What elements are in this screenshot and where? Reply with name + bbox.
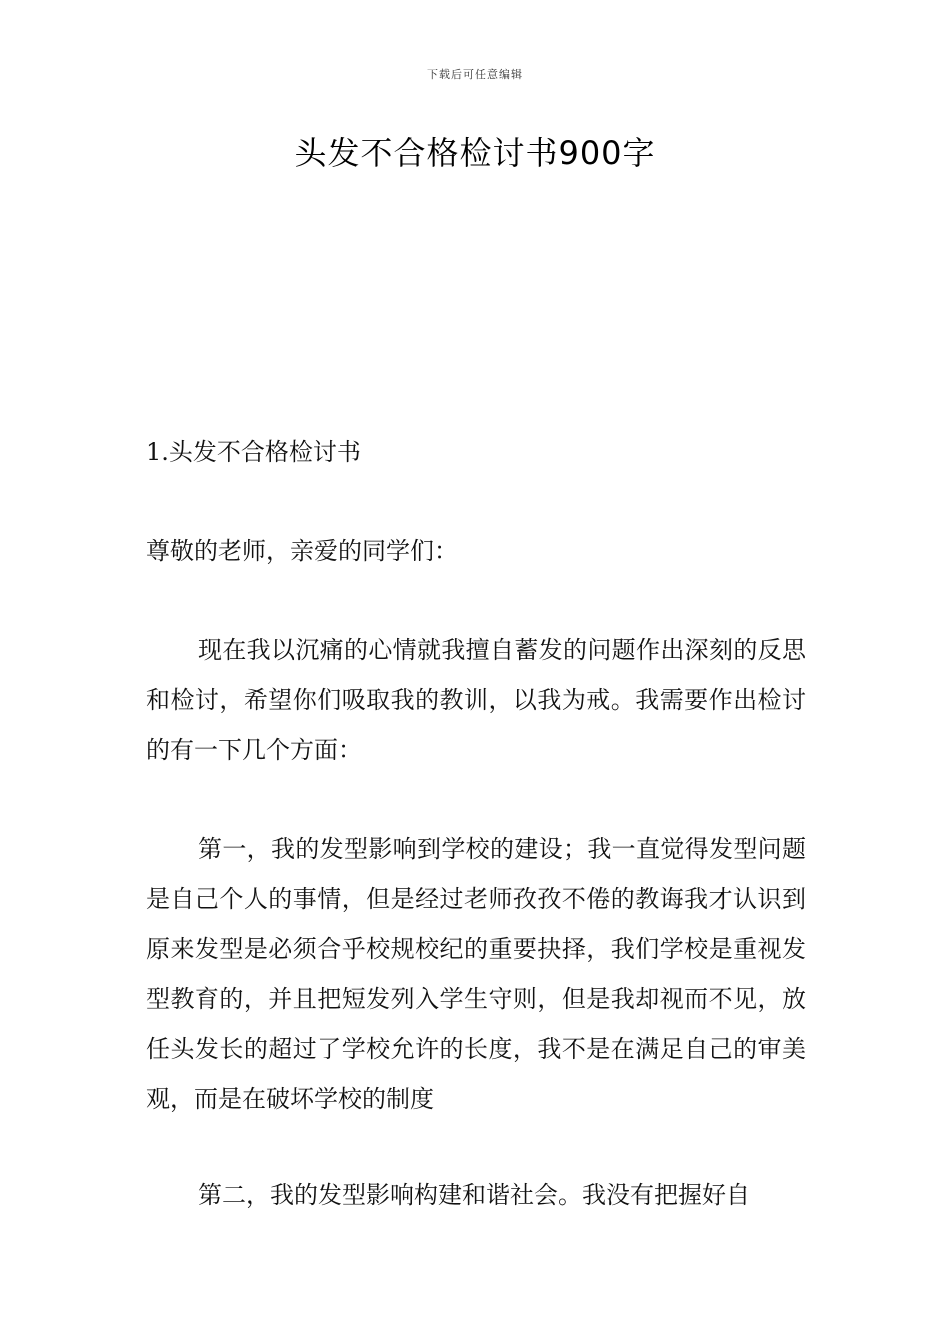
paragraph-first-point: 第一，我的发型影响到学校的建设；我一直觉得发型问题是自己个人的事情，但是经过老师孜孜不倦的教诲我才认识到原来发型是必须合乎校规校纪的重要抉择，我们学校是重视发型教育的，并且把短发列入学生守则，但是我却视而不见，放任头发长的超过了学校允许的长度，我不是在满足自己的审美观，而是在破坏学校的制度 — [146, 835, 806, 1113]
paragraph-intro: 现在我以沉痛的心情就我擅自蓄发的问题作出深刻的反思和检讨，希望你们吸取我的教训，以我为戒。我需要作出检讨的有一下几个方面： — [146, 636, 806, 764]
paragraph-second-point: 第二，我的发型影响构建和谐社会。我没有把握好自 — [198, 1181, 750, 1209]
document-title: 头发不合格检讨书900字 — [294, 134, 656, 172]
header-note: 下载后可任意编辑 — [427, 68, 523, 81]
salutation: 尊敬的老师，亲爱的同学们： — [146, 537, 458, 565]
section-heading: 1.头发不合格检讨书 — [146, 438, 361, 466]
